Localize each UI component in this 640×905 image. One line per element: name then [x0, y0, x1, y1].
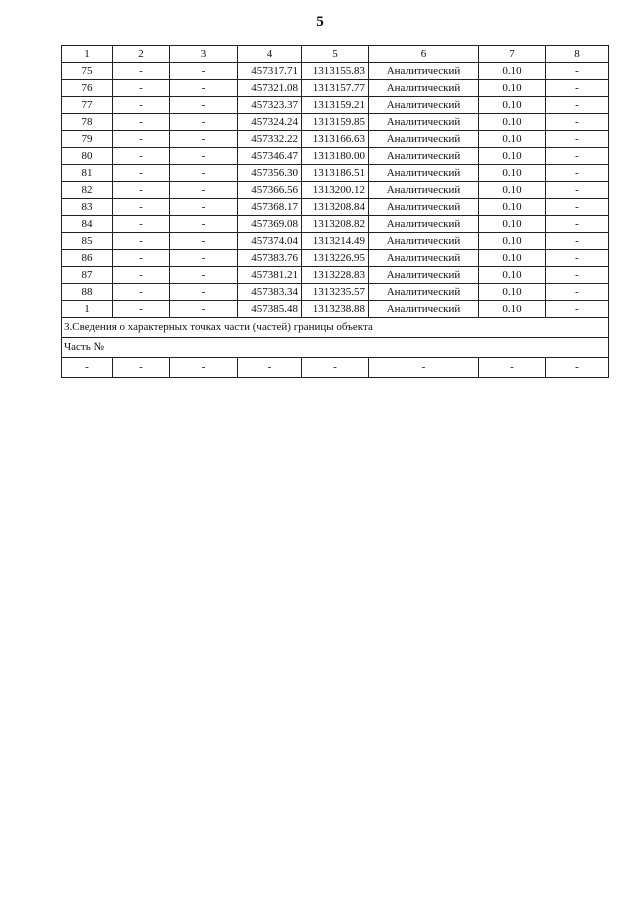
table-cell: 83 [62, 199, 113, 216]
table-cell: - [113, 199, 170, 216]
table-row [62, 114, 609, 131]
table-cell: - [170, 199, 238, 216]
table-cell: - [546, 199, 609, 216]
table-cell: 0.10 [479, 131, 546, 148]
header-row [62, 46, 609, 63]
table-cell: - [369, 358, 479, 378]
table-cell: - [113, 80, 170, 97]
table-cell: - [113, 250, 170, 267]
table-cell: - [113, 148, 170, 165]
header-cell: 5 [302, 46, 369, 63]
table-cell: - [302, 358, 369, 378]
table-cell: 0.10 [479, 284, 546, 301]
table-cell: - [170, 358, 238, 378]
table-cell: Аналитический [369, 233, 479, 250]
table-cell: - [113, 165, 170, 182]
table-cell: - [170, 97, 238, 114]
table-row [62, 250, 609, 267]
table-cell: 0.10 [479, 301, 546, 318]
table-cell: 457346.47 [238, 148, 302, 165]
header-cell: 4 [238, 46, 302, 63]
table-cell: - [170, 114, 238, 131]
table-cell: Аналитический [369, 250, 479, 267]
header-cell: 2 [113, 46, 170, 63]
table-cell: - [546, 216, 609, 233]
table-cell: 1313159.85 [302, 114, 369, 131]
table-cell: - [546, 358, 609, 378]
table-cell: 82 [62, 182, 113, 199]
table-row [62, 182, 609, 199]
table-cell: 80 [62, 148, 113, 165]
table-cell: 457383.76 [238, 250, 302, 267]
table-cell: Аналитический [369, 284, 479, 301]
table-cell: - [546, 148, 609, 165]
table-cell: - [170, 148, 238, 165]
header-cell: 1 [62, 46, 113, 63]
table-cell: - [113, 131, 170, 148]
table-cell: 1313166.63 [302, 131, 369, 148]
table-cell: 457323.37 [238, 97, 302, 114]
table-cell: Аналитический [369, 97, 479, 114]
table-cell: - [546, 182, 609, 199]
table-cell: 0.10 [479, 165, 546, 182]
table-cell: - [62, 358, 113, 378]
table-cell: - [113, 358, 170, 378]
table-cell: 75 [62, 63, 113, 80]
table-cell: - [546, 63, 609, 80]
table-cell: 1313155.83 [302, 63, 369, 80]
table-cell: 457374.04 [238, 233, 302, 250]
table-cell: Аналитический [369, 216, 479, 233]
table-cell: 1313235.57 [302, 284, 369, 301]
header-cell: 6 [369, 46, 479, 63]
table-cell: - [170, 80, 238, 97]
table-cell: 88 [62, 284, 113, 301]
table-body [62, 46, 609, 378]
table-cell: - [113, 114, 170, 131]
table-cell: - [170, 63, 238, 80]
table-cell: 1313228.83 [302, 267, 369, 284]
table-cell: 76 [62, 80, 113, 97]
table-cell: - [546, 165, 609, 182]
table-cell: 0.10 [479, 233, 546, 250]
table-cell: 85 [62, 233, 113, 250]
table-cell: Аналитический [369, 267, 479, 284]
table-cell: Аналитический [369, 199, 479, 216]
table-cell: 78 [62, 114, 113, 131]
table-cell: - [170, 131, 238, 148]
table-cell: - [546, 267, 609, 284]
table-cell: - [170, 301, 238, 318]
table-cell: 457317.71 [238, 63, 302, 80]
table-cell: 457368.17 [238, 199, 302, 216]
table-row [62, 131, 609, 148]
table-row [62, 148, 609, 165]
table-cell: - [113, 182, 170, 199]
table-cell: 1313226.95 [302, 250, 369, 267]
table-cell: 1313186.51 [302, 165, 369, 182]
header-cell: 3 [170, 46, 238, 63]
table-cell: 1313214.49 [302, 233, 369, 250]
table-row [62, 216, 609, 233]
header-cell: 7 [479, 46, 546, 63]
table-cell: 457369.08 [238, 216, 302, 233]
table-cell: 0.10 [479, 114, 546, 131]
coordinates-table [61, 45, 609, 378]
table-cell: - [170, 250, 238, 267]
table-row [62, 199, 609, 216]
table-cell: - [546, 301, 609, 318]
table-cell: - [113, 233, 170, 250]
table-cell: - [170, 233, 238, 250]
table-cell: - [113, 216, 170, 233]
table-row [62, 233, 609, 250]
table-cell: - [546, 131, 609, 148]
table-cell: 457366.56 [238, 182, 302, 199]
section-3-row [62, 318, 609, 338]
table-cell: 0.10 [479, 80, 546, 97]
table-cell: Аналитический [369, 63, 479, 80]
table-cell: 1313200.12 [302, 182, 369, 199]
table-cell: - [546, 97, 609, 114]
table-cell: 457381.21 [238, 267, 302, 284]
table-cell: 1313238.88 [302, 301, 369, 318]
table-cell: 86 [62, 250, 113, 267]
empty-row [62, 358, 609, 378]
table-cell: 457324.24 [238, 114, 302, 131]
page-number: 5 [316, 14, 324, 30]
table-cell: - [170, 182, 238, 199]
table-cell: 87 [62, 267, 113, 284]
table-cell: 84 [62, 216, 113, 233]
table-cell: - [113, 301, 170, 318]
table-cell: 457321.08 [238, 80, 302, 97]
table-cell: 1313159.21 [302, 97, 369, 114]
table-cell: 457385.48 [238, 301, 302, 318]
table-cell: - [113, 97, 170, 114]
section-3-title: 3.Сведения о характерных точках части (частей) границы объекта [62, 318, 609, 338]
table-cell: - [546, 114, 609, 131]
table-cell: - [238, 358, 302, 378]
table-cell: 0.10 [479, 267, 546, 284]
part-number-label: Часть № [62, 338, 609, 358]
table-cell: 457356.30 [238, 165, 302, 182]
table-cell: Аналитический [369, 148, 479, 165]
table-cell: - [170, 284, 238, 301]
table-row [62, 267, 609, 284]
table-cell: - [113, 284, 170, 301]
table-cell: 1 [62, 301, 113, 318]
table-cell: - [479, 358, 546, 378]
table-row [62, 97, 609, 114]
part-row [62, 338, 609, 358]
table-cell: - [113, 267, 170, 284]
table-cell: - [170, 165, 238, 182]
table-cell: 1313157.77 [302, 80, 369, 97]
table-row [62, 284, 609, 301]
table-cell: Аналитический [369, 80, 479, 97]
table-cell: 1313208.82 [302, 216, 369, 233]
table-cell: 457383.34 [238, 284, 302, 301]
table-cell: Аналитический [369, 114, 479, 131]
table-cell: - [546, 233, 609, 250]
table-row [62, 80, 609, 97]
table-cell: - [546, 284, 609, 301]
table-cell: Аналитический [369, 182, 479, 199]
table-cell: 0.10 [479, 182, 546, 199]
table-cell: 0.10 [479, 216, 546, 233]
table-cell: - [170, 216, 238, 233]
table-cell: 77 [62, 97, 113, 114]
table-cell: 0.10 [479, 97, 546, 114]
table-cell: Аналитический [369, 165, 479, 182]
table-cell: 1313180.00 [302, 148, 369, 165]
table-cell: 0.10 [479, 199, 546, 216]
table-cell: 0.10 [479, 148, 546, 165]
table-cell: - [546, 80, 609, 97]
table-cell: - [113, 63, 170, 80]
table-cell: Аналитический [369, 131, 479, 148]
table-row [62, 165, 609, 182]
table-cell: 0.10 [479, 63, 546, 80]
table-cell: 81 [62, 165, 113, 182]
table-cell: 457332.22 [238, 131, 302, 148]
table-cell: - [546, 250, 609, 267]
table-cell: 1313208.84 [302, 199, 369, 216]
table-cell: 79 [62, 131, 113, 148]
header-cell: 8 [546, 46, 609, 63]
table-cell: Аналитический [369, 301, 479, 318]
table-row [62, 63, 609, 80]
table-row [62, 301, 609, 318]
table-cell: - [170, 267, 238, 284]
table-cell: 0.10 [479, 250, 546, 267]
